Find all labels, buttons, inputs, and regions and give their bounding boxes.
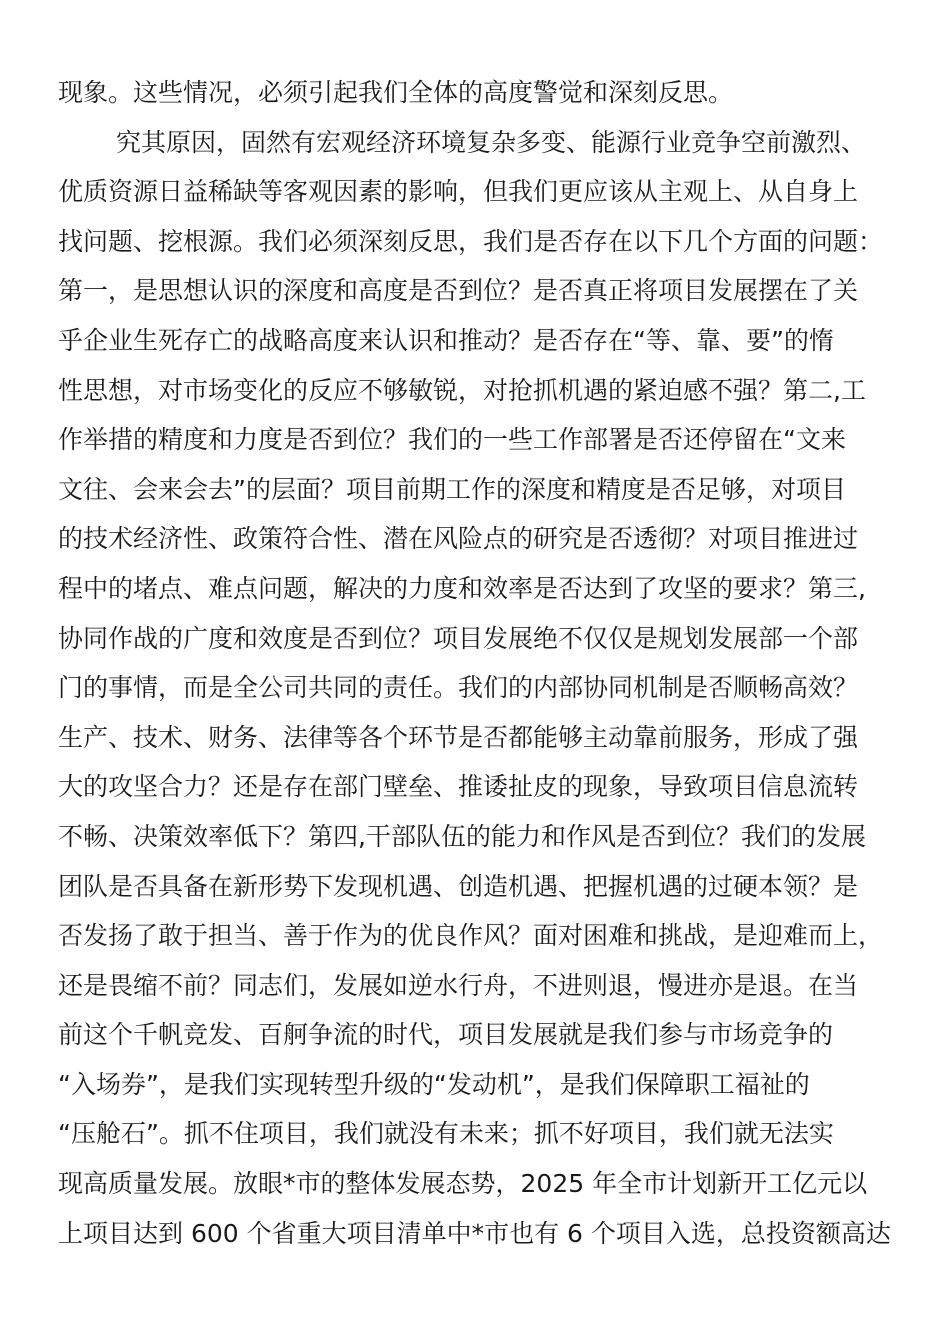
text-line: 作举措的精度和力度是否到位？我们的一些工作部署是否还停留在“文来 [58, 425, 846, 455]
text-line: 还是畏缩不前？同志们，发展如逆水行舟，不进则退，慢进亦是退。在当 [58, 970, 859, 1000]
text-line: 第一，是思想认识的深度和高度是否到位？是否真正将项目发展摆在了关 [58, 276, 859, 306]
text-line: 的技术经济性、政策符合性、潜在风险点的研究是否透彻？对项目推进过 [58, 524, 859, 554]
text-line: 不畅、决策效率低下？第四,干部队伍的能力和作风是否到位？我们的发展 [58, 821, 866, 851]
text-line: 协同作战的广度和效度是否到位？项目发展绝不仅仅是规划发展部一个部 [58, 623, 859, 653]
paragraph-start-line: 究其原因，固然有宏观经济环境复杂多变、能源行业竞争空前激烈、 [116, 127, 867, 157]
text-line: 程中的堵点、难点问题，解决的力度和效率是否达到了攻坚的要求？第三, [58, 573, 866, 603]
text-line: 文往、会来会去”的层面？项目前期工作的深度和精度是否足够，对项目 [58, 474, 846, 504]
text-line: 现象。这些情况，必须引起我们全体的高度警觉和深刻反思。 [58, 78, 734, 107]
body-text [58, 68, 898, 1258]
text-line: 现高质量发展。放眼*市的整体发展态势，2025 年全市计划新开工亿元以 [58, 1169, 868, 1199]
text-line: “压舱石”。抓不住项目，我们就没有未来；抓不好项目，我们就无法实 [58, 1119, 834, 1149]
text-line: 大的攻坚合力？还是存在部门壁垒、推诿扯皮的现象，导致项目信息流转 [58, 772, 859, 802]
text-line: 前这个千帆竞发、百舸争流的时代，项目发展就是我们参与市场竞争的 [58, 1020, 834, 1050]
text-line: 上项目达到 600 个省重大项目清单中*市也有 6 个项目入选，总投资额高达 [58, 1218, 891, 1248]
text-line: 性思想，对市场变化的反应不够敏锐，对抢抓机遇的紧迫感不强？第二,工 [58, 375, 866, 405]
text-line: 找问题、挖根源。我们必须深刻反思，我们是否存在以下几个方面的问题： [58, 226, 884, 256]
text-line: 否发扬了敢于担当、善于作为的优良作风？面对困难和挑战，是迎难而上， [58, 921, 884, 951]
text-line: 乎企业生死存亡的战略高度来认识和推动？是否存在“等、靠、要”的惰 [58, 325, 834, 355]
text-line: 门的事情，而是全公司共同的责任。我们的内部协同机制是否顺畅高效？ [58, 673, 859, 703]
text-line: 团队是否具备在新形势下发现机遇、创造机遇、把握机遇的过硬本领？是 [58, 871, 859, 901]
text-line: “入场券”，是我们实现转型升级的“发动机”，是我们保障职工福祉的 [58, 1069, 810, 1099]
text-line: 生产、技术、财务、法律等各个环节是否都能够主动靠前服务，形成了强 [58, 722, 859, 752]
text-line: 优质资源日益稀缺等客观因素的影响，但我们更应该从主观上、从自身上 [58, 177, 859, 207]
